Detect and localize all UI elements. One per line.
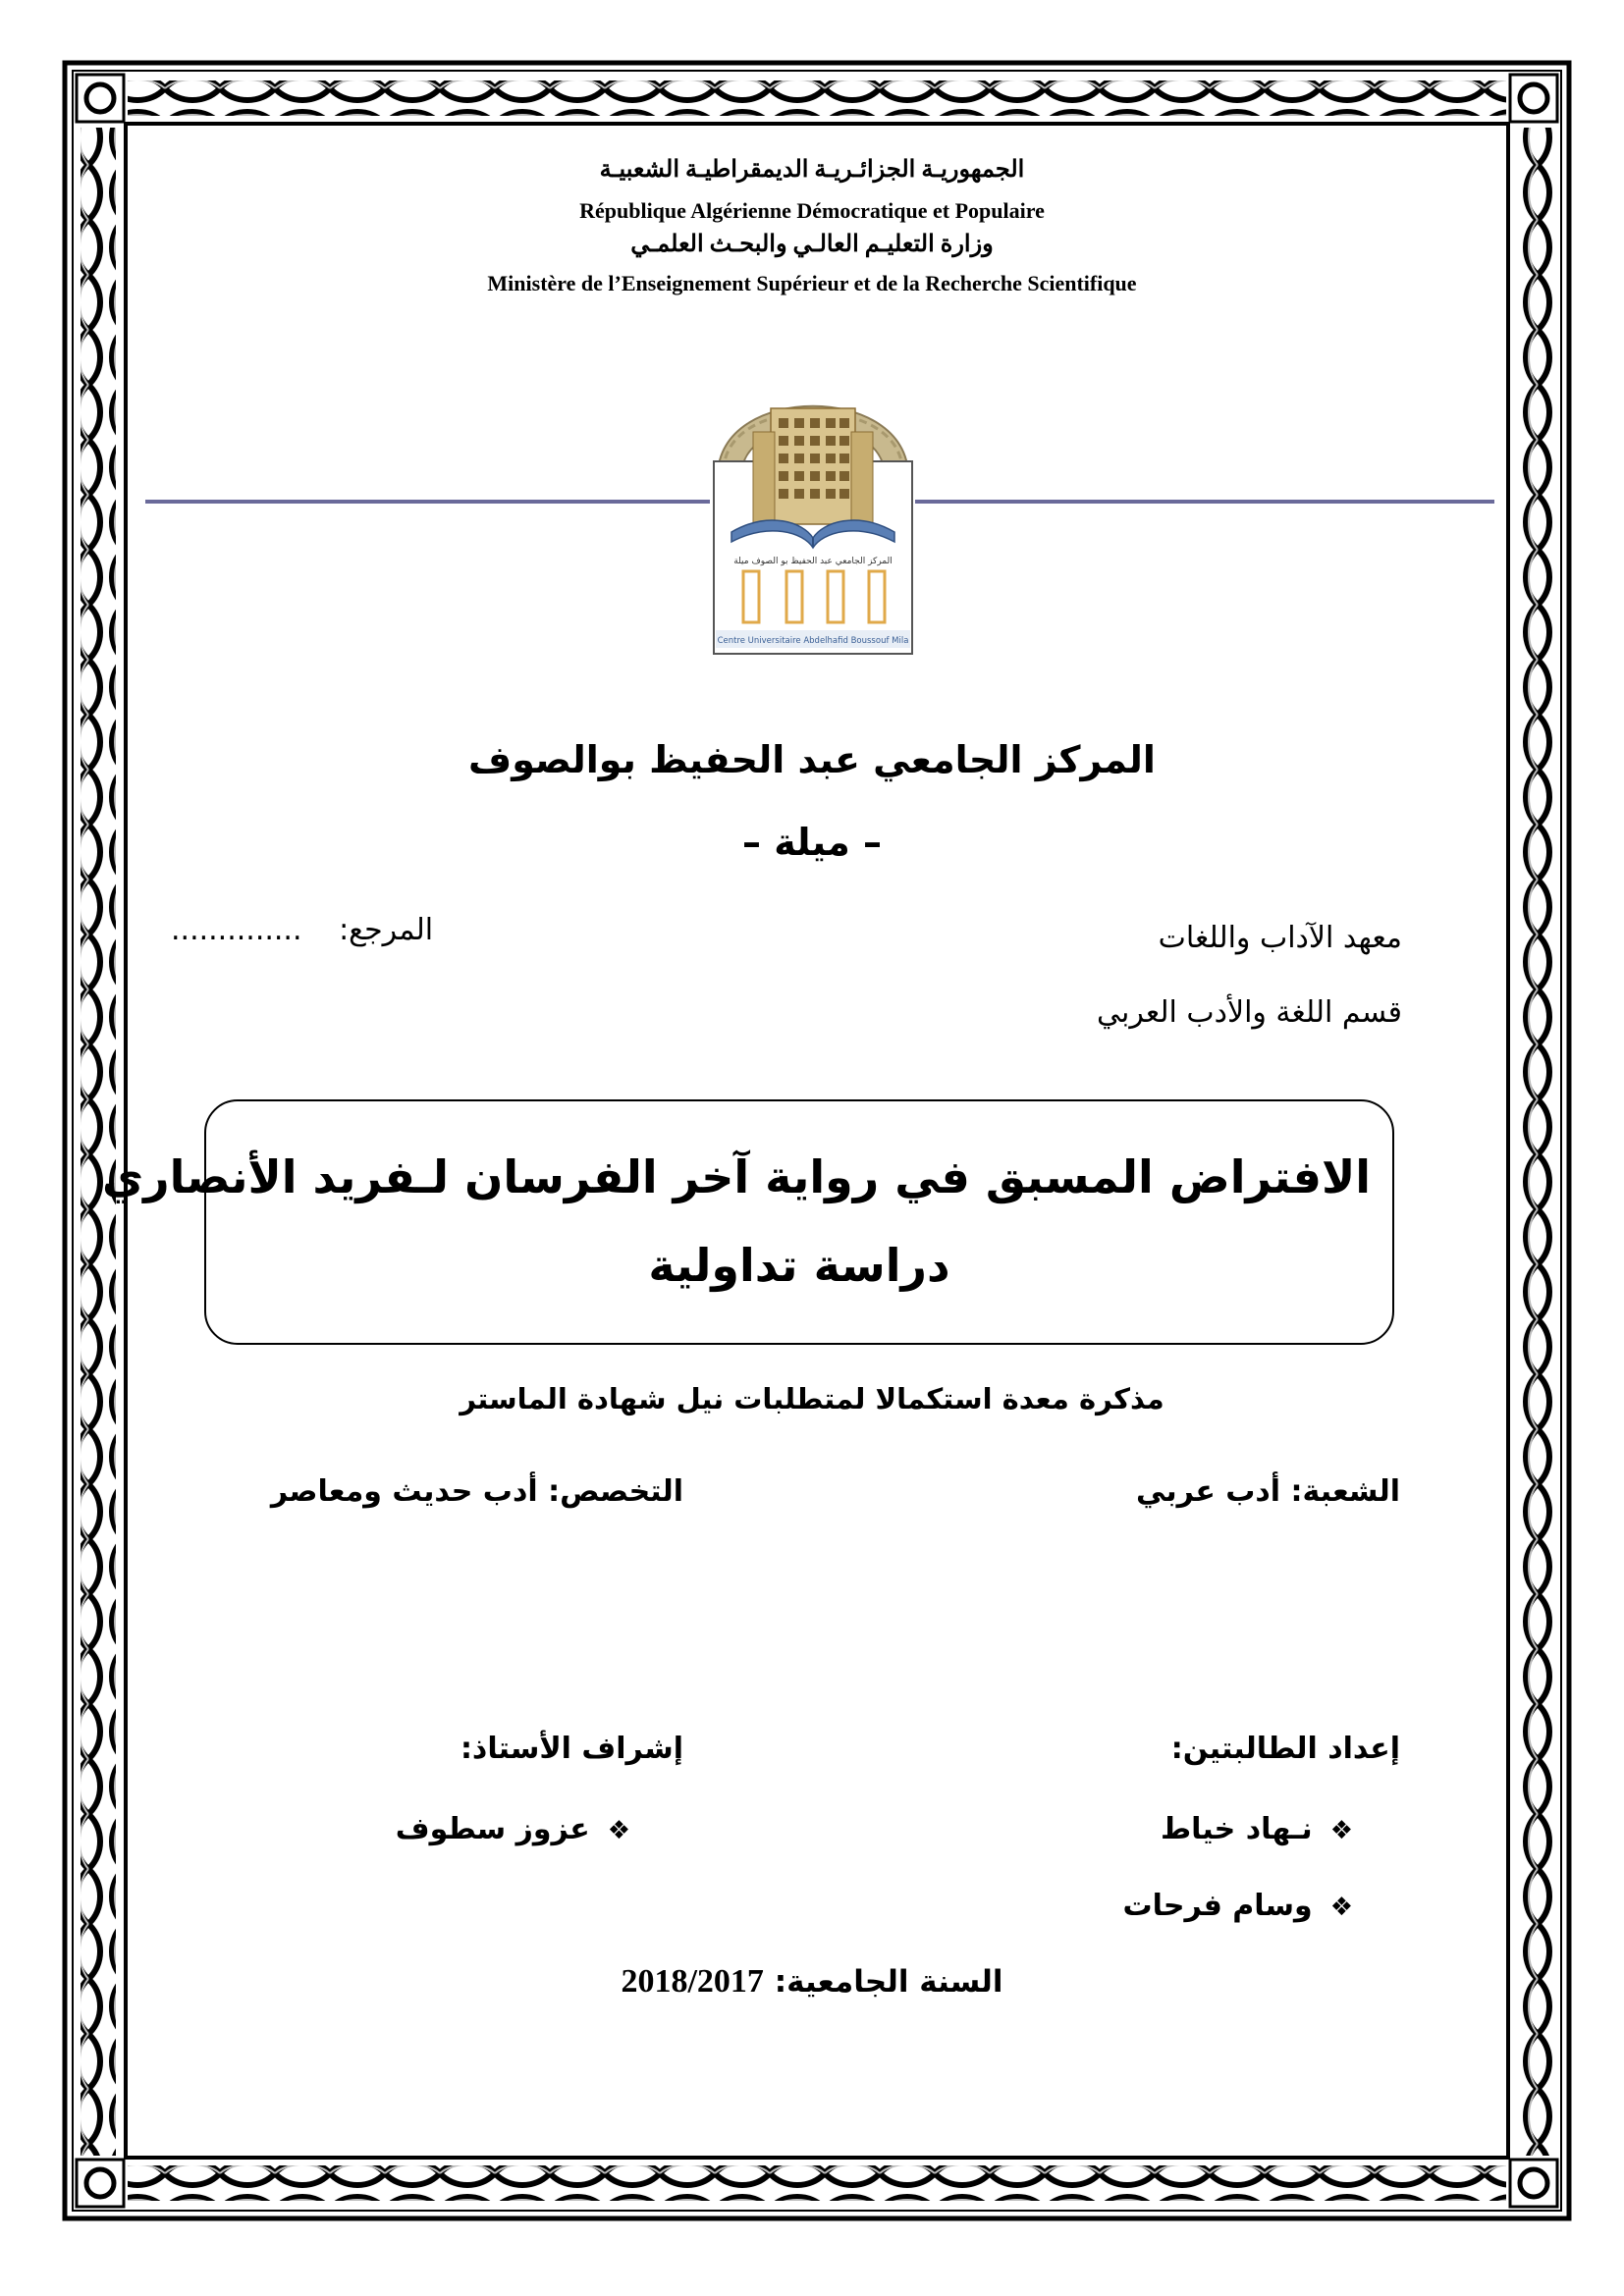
thesis-purpose: مذكرة معدة استكمالا لمتطلبات نيل شهادة الماستر [460, 1382, 1164, 1415]
thesis-title: الافتراض المسبق في رواية آخر الفرسان لـفريد الأنصاري [101, 1150, 1371, 1203]
republic-arabic: الجمهوريـة الجزائـريـة الديمقراطيـة الشعبيـة [599, 157, 1025, 183]
branch-value: أدب عربي [1136, 1474, 1281, 1509]
ministry-arabic: وزارة التعليـم العالـي والبحـث العلمـي [630, 232, 994, 257]
logo-caption-arabic: المركز الجامعي عبد الحفيظ بو الصوف ميلة [733, 557, 893, 566]
specialty-field [271, 1474, 683, 1509]
academic-year-label: السنة الجامعية: [774, 1964, 1003, 2000]
student-name-1: ❖نـهاد خياط [1160, 1812, 1353, 1846]
academic-year-value: 2018/2017 [621, 1963, 764, 2000]
branch-label: الشعبة: [1290, 1474, 1400, 1509]
specialty-value: أدب حديث ومعاصر [270, 1474, 538, 1509]
institute-name: معهد الآداب واللغات [1158, 921, 1402, 955]
divider-right [915, 500, 1494, 504]
university-logo [710, 363, 916, 658]
reference-field [171, 913, 433, 947]
diamond-bullet-icon: ❖ [1329, 1816, 1353, 1845]
branch-field [1136, 1474, 1400, 1509]
diamond-bullet-icon: ❖ [607, 1816, 630, 1845]
ministry-french: Ministère de l’Enseignement Supérieur et de la Recherche Scientifique [487, 271, 1137, 295]
supervisor-name: ❖عزوز سطوف [395, 1812, 630, 1846]
republic-french: République Algérienne Démocratique et Populaire [579, 198, 1045, 223]
institution-name: المركز الجامعي عبد الحفيظ بوالصوف [468, 738, 1156, 781]
thesis-title-box [204, 1099, 1394, 1345]
divider-left [145, 500, 710, 504]
institution-city: – ميلة – [741, 821, 883, 864]
academic-year [147, 1963, 1477, 2001]
students-label: إعداد الطالبتين: [1170, 1732, 1400, 1766]
department-name: قسم اللغة والأدب العربي [1096, 995, 1402, 1030]
diamond-bullet-icon: ❖ [1329, 1893, 1353, 1922]
thesis-subtitle: دراسة تداولية [648, 1239, 950, 1292]
supervisor-label: إشراف الأستاذ: [460, 1732, 683, 1766]
reference-value: .............. [171, 913, 302, 947]
student-name-2: ❖وسام فرحات [1122, 1889, 1353, 1923]
reference-label: المرجع: [339, 913, 434, 947]
logo-caption-french: Centre Universitaire Abdelhafid Boussouf Mila [717, 636, 909, 646]
specialty-label: التخصص: [548, 1474, 683, 1509]
